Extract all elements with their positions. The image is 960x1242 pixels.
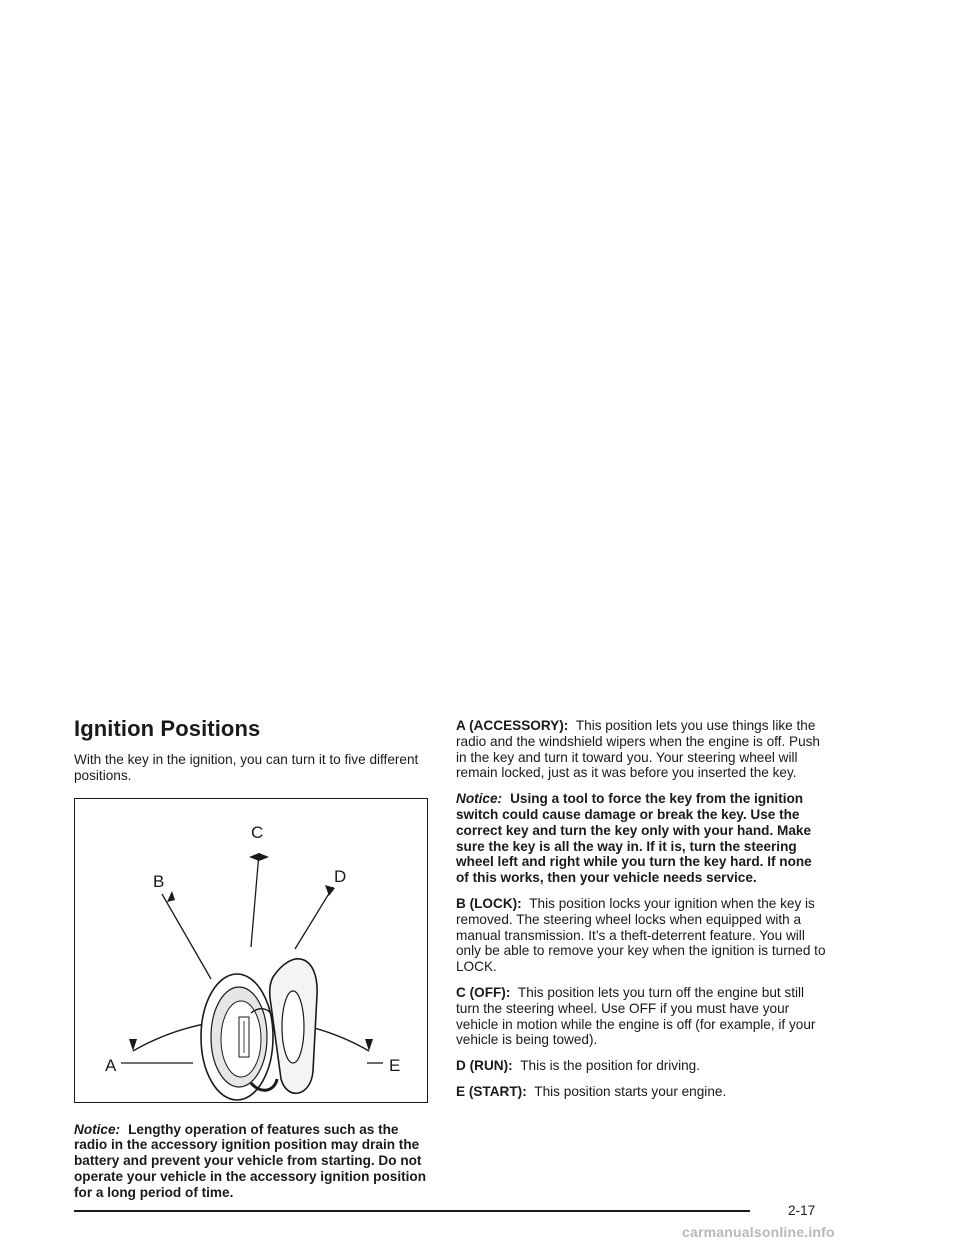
intro-paragraph: With the key in the ignition, you can turn it to five different positions. <box>74 752 419 783</box>
key-hole <box>282 991 304 1063</box>
notice-key-paragraph <box>456 791 828 886</box>
position-e-paragraph <box>456 1084 828 1100</box>
label-e: E <box>389 1055 401 1075</box>
position-b-label: B (LOCK): <box>456 895 522 911</box>
arrow-b <box>167 891 175 902</box>
arrow-c-left <box>249 853 259 861</box>
position-d-label: D (RUN): <box>456 1058 513 1074</box>
position-d-text: This is the position for driving. <box>520 1058 701 1074</box>
label-b: B <box>153 871 165 891</box>
page-number: 2-17 <box>788 1203 816 1218</box>
position-c-text: This position lets you turn off the engine but still turn the steering wheel. Use OFF if you must have your vehicle in motion while the engine is off (for example, if your vehicle is being towed). <box>456 984 816 1048</box>
line-d <box>295 887 333 949</box>
page-title: Ignition Positions <box>74 716 261 741</box>
position-a-paragraph <box>456 718 828 781</box>
notice-label: Notice: <box>456 791 503 807</box>
position-e-text: This position starts your engine. <box>534 1083 727 1099</box>
label-c: C <box>251 822 264 842</box>
notice-text: Lengthy operation of features such as the radio in the accessory ignition position may drain the battery and prevent your vehicle from starting. Do not operate your vehicle in the accessory ignition position for a long period of time. <box>74 1121 427 1200</box>
line-c <box>251 853 259 947</box>
right-column <box>456 718 828 1110</box>
line-b <box>162 894 211 979</box>
label-d: D <box>334 866 347 886</box>
label-a: A <box>105 1055 117 1075</box>
ignition-diagram-drawing <box>75 799 429 1104</box>
footer-rule <box>74 1210 750 1212</box>
notice-battery <box>74 1122 434 1201</box>
notice-text: Using a tool to force the key from the ignition switch could cause damage or break the key. Use the correct key and turn the key only with your hand. Make sure the key is all the way in. If it is, turn the steering wheel left and right while you turn the key hard. If none of this works, then your vehicle needs service. <box>456 791 812 886</box>
position-d-paragraph <box>456 1058 828 1074</box>
position-c-paragraph <box>456 985 828 1048</box>
position-a-label: A (ACCESSORY): <box>456 718 569 733</box>
ignition-diagram <box>74 798 428 1103</box>
position-a-text: This position lets you use things like the radio and the windshield wipers when the engine is off. Push in the key and turn it toward you. Your steering wheel will remain locked, just as it was before you inserted the key. <box>456 718 820 781</box>
watermark: carmanualsonline.info <box>682 1224 835 1240</box>
arrow-c-right <box>259 853 269 861</box>
notice-label: Notice: <box>74 1121 121 1137</box>
position-e-label: E (START): <box>456 1083 527 1099</box>
position-c-label: C (OFF): <box>456 984 511 1000</box>
position-b-paragraph <box>456 896 828 975</box>
left-column <box>74 716 434 1201</box>
arrow-d <box>325 885 335 896</box>
position-b-text: This position locks your ignition when the key is removed. The steering wheel locks when equipped with a manual transmission. It’s a theft-deterrent feature. You will only be able to remove your key when the ignition is turned to LOCK. <box>456 895 826 975</box>
